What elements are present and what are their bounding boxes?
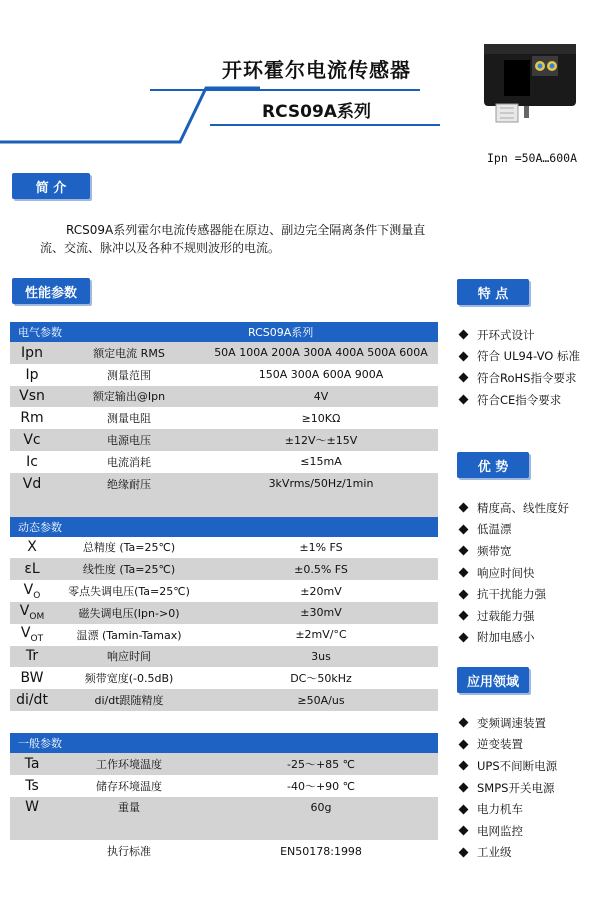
param-name: 频带宽度(-0.5dB)	[84, 672, 174, 686]
diamond-bullet-icon	[459, 847, 469, 857]
param-symbol: di/dt	[16, 692, 48, 709]
standard-value: EN50178:1998	[280, 844, 362, 858]
param-value: ≤15mA	[300, 455, 342, 469]
diamond-bullet-icon	[459, 568, 469, 578]
param-name: 电源电压	[107, 434, 151, 448]
table-row	[10, 602, 438, 624]
applications-list	[457, 712, 557, 863]
table-row	[10, 753, 438, 775]
diamond-bullet-icon	[459, 718, 469, 728]
intro-text: RCS09A系列霍尔电流传感器能在原边、副边完全隔离条件下测量直流、交流、脉冲以及各种不规则波形的电流。	[40, 223, 426, 255]
param-value: 60g	[310, 800, 332, 814]
param-symbol: $V_O$	[23, 581, 41, 601]
param-name: 绝缘耐压	[107, 477, 151, 491]
diamond-bullet-icon	[459, 611, 469, 621]
param-value: 4V	[313, 389, 329, 403]
param-value: -25～+85 ℃	[286, 757, 356, 771]
param-symbol: X	[27, 539, 37, 556]
table-row	[10, 775, 438, 797]
list-item-label: SMPS开关电源	[477, 780, 555, 795]
list-item	[457, 798, 557, 820]
advantages-list	[457, 497, 569, 648]
param-name: 电流消耗	[107, 455, 151, 469]
list-item-label: 过载能力强	[477, 608, 535, 623]
performance-heading: 性能参数	[12, 278, 90, 304]
features-list	[457, 324, 580, 410]
diamond-bullet-icon	[459, 632, 469, 642]
param-symbol: Vd	[22, 475, 42, 492]
table-row	[10, 342, 438, 364]
table-row	[10, 429, 438, 451]
param-name: di/dt跟随精度	[94, 694, 164, 708]
list-item-label: 低温漂	[477, 522, 512, 537]
param-value: 50A 100A 200A 300A 400A 500A 600A	[214, 346, 428, 360]
param-name: 工作环境温度	[96, 757, 162, 771]
param-name: 测量电阻	[107, 412, 151, 426]
list-item-label: 符合RoHS指令要求	[477, 370, 577, 385]
param-name: 测量范围	[107, 368, 151, 382]
diamond-bullet-icon	[459, 395, 469, 405]
diamond-bullet-icon	[459, 330, 469, 340]
param-name: 零点失调电压(Ta=25℃)	[68, 585, 190, 599]
list-item	[457, 519, 569, 541]
list-item-label: 电力机车	[477, 802, 523, 817]
param-name: 总精度 (Ta=25℃)	[82, 541, 176, 555]
diamond-bullet-icon	[459, 804, 469, 814]
spacer-row	[10, 818, 438, 840]
list-item-label: 开环式设计	[477, 327, 535, 342]
param-symbol: Vc	[23, 432, 41, 449]
table-row	[10, 386, 438, 408]
electrical-header: 电气参数 RCS09A系列	[10, 322, 438, 342]
diamond-bullet-icon	[459, 826, 469, 836]
diamond-bullet-icon	[459, 373, 469, 383]
list-item	[457, 583, 569, 605]
table-row	[10, 473, 438, 495]
list-item-label: 电网监控	[477, 823, 523, 838]
list-item	[457, 842, 557, 864]
param-name: 磁失调电压(Ipn->0)	[78, 606, 180, 620]
param-symbol: $V_{OT}$	[20, 625, 44, 645]
spacer-row	[10, 495, 438, 517]
param-name: 温漂 (Tamin-Tamax)	[76, 628, 182, 642]
param-symbol: Ip	[25, 366, 39, 383]
list-item-label: UPS不间断电源	[477, 758, 558, 773]
table-row	[10, 624, 438, 646]
list-item-label: 精度高、线性度好	[477, 500, 569, 515]
param-value: 3us	[311, 649, 331, 663]
header-swoosh	[0, 84, 260, 146]
table-row	[10, 558, 438, 580]
param-symbol: Ta	[24, 755, 40, 772]
list-item	[457, 712, 557, 734]
intro-heading: 简 介	[12, 173, 90, 199]
param-value: ±20mV	[300, 584, 342, 598]
table-row	[10, 646, 438, 668]
diamond-bullet-icon	[459, 589, 469, 599]
list-item	[457, 562, 569, 584]
table-row	[10, 797, 438, 819]
page-title: 开环霍尔电流传感器	[222, 58, 411, 82]
param-value: ±1% FS	[299, 540, 343, 554]
param-symbol: Ic	[26, 453, 38, 470]
param-symbol: Tr	[25, 648, 39, 665]
diamond-bullet-icon	[459, 503, 469, 513]
diamond-bullet-icon	[459, 524, 469, 534]
param-value: 150A 300A 600A 900A	[258, 368, 384, 382]
table-row	[10, 689, 438, 711]
param-value: DC～50kHz	[290, 672, 352, 686]
param-name: 额定输出@Ipn	[92, 390, 166, 404]
param-name: 线性度 (Ta=25℃)	[82, 563, 176, 577]
diamond-bullet-icon	[459, 351, 469, 361]
table-row	[10, 537, 438, 559]
list-item	[457, 540, 569, 562]
diamond-bullet-icon	[459, 783, 469, 793]
param-name: 储存环境温度	[96, 779, 162, 793]
param-value: -40～+90 ℃	[286, 779, 356, 793]
param-name: 重量	[118, 801, 140, 815]
param-symbol: Ts	[25, 777, 39, 794]
table-row	[10, 580, 438, 602]
list-item	[457, 820, 557, 842]
param-symbol: Rm	[20, 410, 44, 427]
general-header: 一般参数	[10, 733, 438, 753]
ipn-range-label: Ipn =50A…600A	[487, 151, 578, 165]
list-item-label: 符合CE指令要求	[477, 392, 562, 407]
list-item-label: 抗干扰能力强	[477, 587, 546, 602]
param-value: ±12V～±15V	[284, 434, 358, 448]
list-item-label: 工业级	[477, 845, 512, 860]
list-item	[457, 777, 557, 799]
advantages-heading: 优 势	[457, 452, 529, 478]
applications-heading: 应用领域	[457, 667, 529, 693]
list-item	[457, 755, 557, 777]
list-item	[457, 605, 569, 627]
param-symbol: W	[25, 799, 39, 816]
param-name: 额定电流 RMS	[93, 346, 165, 360]
spacer-row	[10, 711, 438, 733]
list-item-label: 响应时间快	[477, 565, 535, 580]
param-name: 响应时间	[107, 650, 151, 664]
param-symbol: εL	[24, 561, 40, 578]
diamond-bullet-icon	[459, 546, 469, 556]
param-value: ±0.5% FS	[294, 562, 348, 576]
list-item-label: 变频调速装置	[477, 715, 546, 730]
table-row	[10, 407, 438, 429]
features-heading: 特 点	[457, 279, 529, 305]
list-item	[457, 389, 580, 411]
param-value: ≥10KΩ	[301, 411, 341, 425]
list-item-label: 频带宽	[477, 543, 512, 558]
param-value: ≥50A/us	[297, 693, 345, 707]
list-item-label: 附加电感小	[477, 630, 535, 645]
param-symbol: $V_{OM}$	[19, 603, 45, 623]
standard-name: 执行标准	[107, 845, 151, 859]
list-item	[457, 734, 557, 756]
diamond-bullet-icon	[459, 739, 469, 749]
spec-table	[10, 322, 438, 862]
param-value: ±2mV/°C	[295, 628, 347, 642]
list-item	[457, 627, 569, 649]
dynamic-header: 动态参数	[10, 517, 438, 537]
param-symbol: BW	[20, 670, 44, 687]
param-value: ±30mV	[300, 606, 342, 620]
list-item	[457, 324, 580, 346]
list-item	[457, 346, 580, 368]
param-value: 3kVrms/50Hz/1min	[268, 477, 374, 491]
param-symbol: Vsn	[19, 388, 45, 405]
list-item	[457, 367, 580, 389]
series-title: RCS09A系列	[262, 102, 371, 122]
table-row	[10, 451, 438, 473]
list-item-label: 逆变装置	[477, 737, 523, 752]
product-image	[480, 38, 580, 130]
list-item	[457, 497, 569, 519]
table-row	[10, 667, 438, 689]
standard-row	[10, 840, 438, 862]
list-item-label: 符合 UL94-VO 标准	[477, 349, 580, 364]
table-row	[10, 364, 438, 386]
diamond-bullet-icon	[459, 761, 469, 771]
param-symbol: Ipn	[21, 344, 43, 361]
